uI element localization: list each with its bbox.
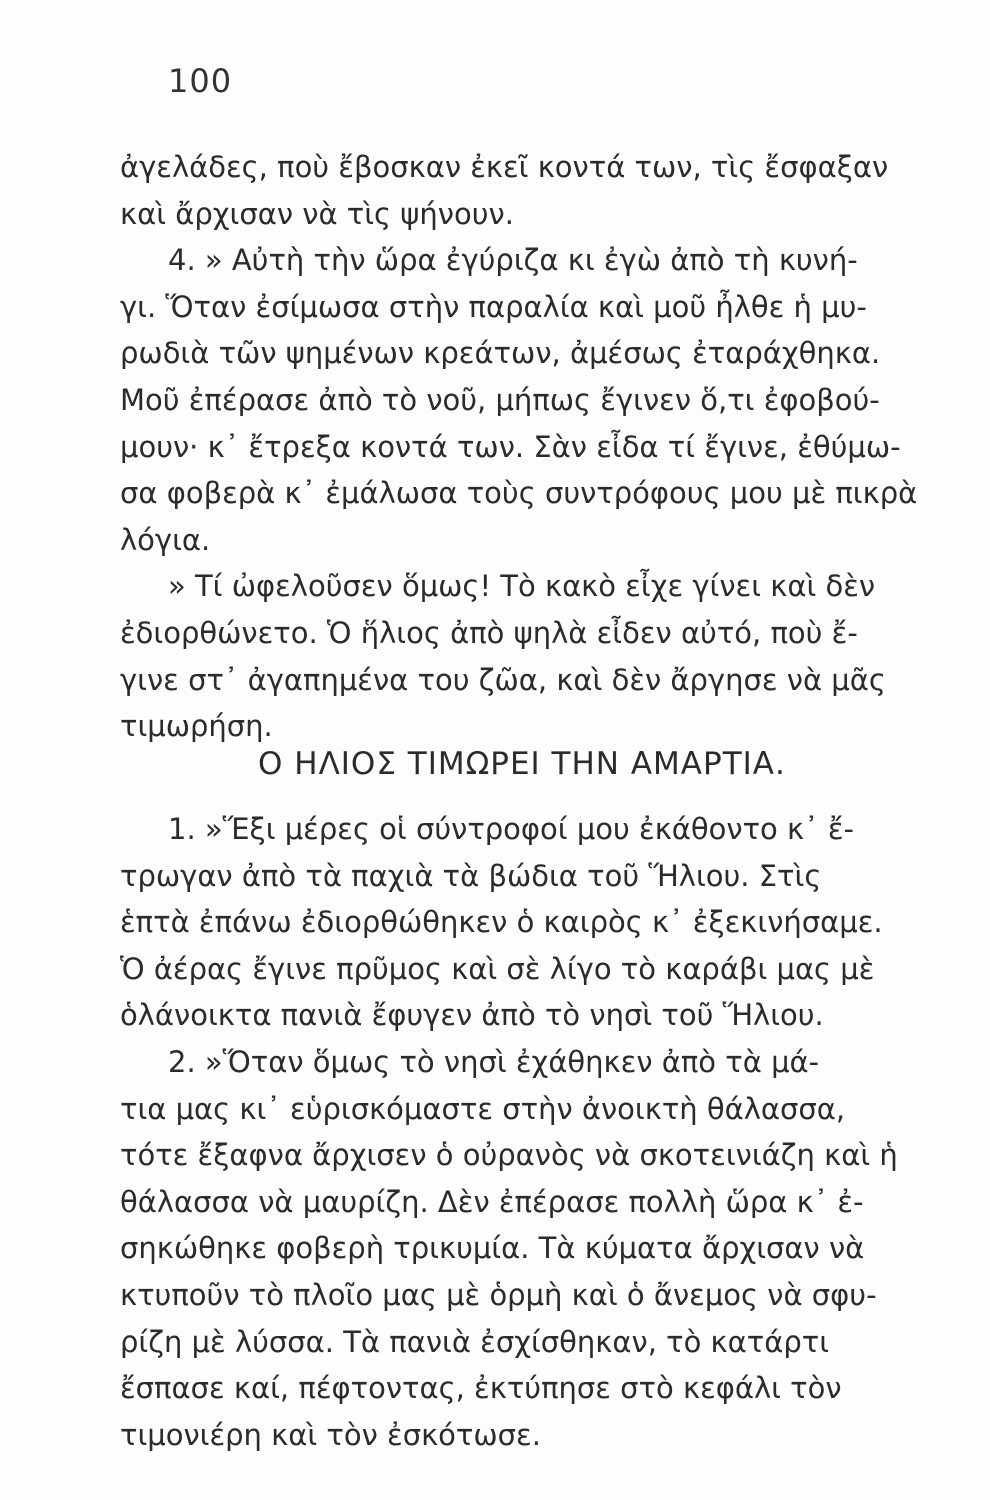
text-line: τιμωρήση. xyxy=(120,709,273,744)
text-block-top xyxy=(120,144,958,750)
text-line: τρωγαν ἀπὸ τὰ παχιὰ τὰ βώδια τοῦ Ἥλιου. Στὶς xyxy=(120,858,822,893)
text-line: μουν· κ᾿ ἔτρεξα κοντά των. Σὰν εἶδα τί ἔγινε, ἐθύμω- xyxy=(120,429,901,464)
text-line: ὁλάνοικτα πανιὰ ἔφυγεν ἀπὸ τὸ νησὶ τοῦ Ἥλιου. xyxy=(120,998,824,1033)
text-line: Μοῦ ἐπέρασε ἀπὸ τὸ νοῦ, μήπως ἔγινεν ὅ,τι ἐφοβού- xyxy=(120,382,880,417)
text-line: τια μας κι᾿ εὑρισκόμαστε στὴν ἀνοικτὴ θάλασσα, xyxy=(120,1091,846,1126)
text-line: 1. »Ἕξι μέρες οἱ σύντροφοί μου ἐκάθοντο κ᾿ ἔ- xyxy=(168,812,854,846)
text-line: τότε ἔξαφνα ἄρχισεν ὁ οὐρανὸς νὰ σκοτεινιάζη καὶ ἡ xyxy=(120,1138,898,1173)
text-line: λόγια. xyxy=(120,522,211,557)
text-line: γινε στ᾿ ἀγαπημένα του ζῶα, καὶ δὲν ἄργησε νὰ μᾶς xyxy=(120,662,886,697)
text-line: ἑπτὰ ἐπάνω ἐδιορθώθηκεν ὁ καιρὸς κ᾿ ἐξεκινήσαμε. xyxy=(120,905,883,940)
page-number: 100 xyxy=(168,62,233,100)
text-line: ρίζη μὲ λύσσα. Τὰ πανιὰ ἐσχίσθηκαν, τὸ κατάρτι xyxy=(120,1324,830,1359)
text-line: » Τί ὠφελοῦσεν ὅμως! Τὸ κακὸ εἶχε γίνει καὶ δὲν xyxy=(168,569,876,604)
text-line: σηκώθηκε φοβερὴ τρικυμία. Τὰ κύματα ἄρχισαν νὰ xyxy=(120,1231,865,1266)
text-line: Ὁ ἀέρας ἔγινε πρῦμος καὶ σὲ λίγο τὸ καράβι μας μὲ xyxy=(120,951,875,986)
section-heading: Ο ΗΛΙΟΣ ΤΙΜΩΡΕΙ ΤΗΝ ΑΜΑΡΤΙΑ. xyxy=(258,746,786,782)
text-line: καὶ ἄρχισαν νὰ τὶς ψήνουν. xyxy=(120,196,514,231)
text-line: ρωδιὰ τῶν ψημένων κρεάτων, ἀμέσως ἐταράχθηκα. xyxy=(120,336,881,371)
text-line: ἐδιορθώνετο. Ὁ ἥλιος ἀπὸ ψηλὰ εἶδεν αὐτό, ποὺ ἔ- xyxy=(120,615,858,650)
text-line: τιμονιέρη καὶ τὸν ἐσκότωσε. xyxy=(120,1417,541,1452)
text-line: γι. Ὅταν ἐσίμωσα στὴν παραλία καὶ μοῦ ἦλθε ἡ μυ- xyxy=(120,289,867,324)
text-line: θάλασσα νὰ μαυρίζη. Δὲν ἐπέρασε πολλὴ ὥρα κ᾿ ἐ- xyxy=(120,1184,864,1219)
text-line: κτυποῦν τὸ πλοῖο μας μὲ ὁρμὴ καὶ ὁ ἄνεμος νὰ σφυ- xyxy=(120,1277,877,1312)
text-line: 2. »Ὅταν ὅμως τὸ νησὶ ἐχάθηκεν ἀπὸ τὰ μά- xyxy=(168,1044,820,1079)
text-line: ἀγελάδες, ποὺ ἔβοσκαν ἐκεῖ κοντά των, τὶς ἔσφαξαν xyxy=(120,150,889,184)
text-line: ἔσπασε καί, πέφτοντας, ἐκτύπησε στὸ κεφάλι τὸν xyxy=(120,1371,842,1406)
text-block-bottom xyxy=(120,806,958,1458)
text-line: σα φοβερὰ κ᾿ ἐμάλωσα τοὺς συντρόφους μου μὲ πικρὰ xyxy=(120,476,918,511)
text-line: 4. » Αὐτὴ τὴν ὥρα ἐγύριζα κι ἐγὼ ἀπὸ τὴ κυνή- xyxy=(168,243,858,278)
